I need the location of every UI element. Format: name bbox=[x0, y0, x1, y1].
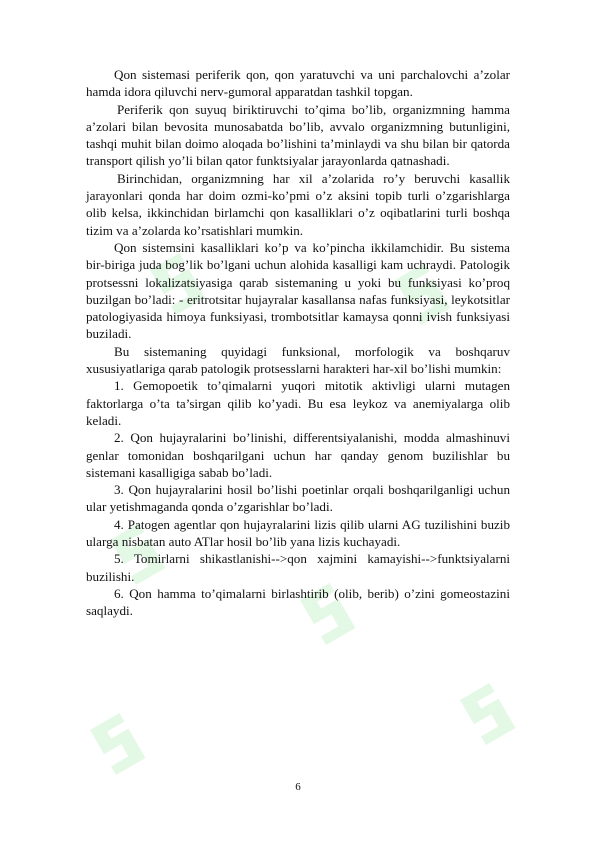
paragraph: Qon sistemasi periferik qon, qon yaratuvchi va uni parchalovchi a’zolar hamda idora qiluvchi nerv-gumoral apparatdan tashkil topgan. bbox=[86, 67, 510, 100]
watermark-logo-icon bbox=[460, 683, 515, 745]
paragraph: Periferik qon suyuq biriktiruvchi to’qima bo’lib, organizmning hamma a’zolari bilan bevosita munosabatda bo’lib, avvalo organizmning butunligini, tashqi muhit bilan doimo aloqada bo’lishini ta’minlaydi va shu bilan bir qatorda transport qilish yo’li bilan qator funktsiyalar jarayonlarda qatnashadi. bbox=[86, 101, 510, 169]
list-item: 1. Gemopoetik to’qimalarni yuqori mitotik aktivligi ularni mutagen faktorlarga o’ta ta’sirgan qilib ko’yadi. Bu esa leykoz va anemiyalarga olib keladi. bbox=[86, 378, 510, 428]
paragraph: Bu sistemaning quyidagi funksional, morfologik va boshqaruv xususiyatlariga qarab patologik protsesslarni harakteri har-xil bo’lishi mumkin: bbox=[86, 343, 510, 377]
list-item: 4. Patogen agentlar qon hujayralarini lizis qilib ularni AG tuzilishini buzib ularga nisbatan auto ATlar hosil bo’lib yana lizis kuchayadi. bbox=[86, 516, 510, 550]
watermark-logo-icon bbox=[90, 713, 145, 775]
list-item: 3. Qon hujayralarini hosil bo’lishi poetinlar orqali boshqarilganligi uchun ular yetishmaganda qonda o’zgarishlar bo’ladi. bbox=[86, 482, 510, 515]
list-item: 2. Qon hujayralarini bo’linishi, differentsiyalanishi, modda almashinuvi genlar tomonidan boshqarilgani uchun har qanday genom buzilishlar bu sistemani kasalligiga sabab bo’ladi. bbox=[86, 430, 510, 480]
list-item: 6. Qon hamma to’qimalarni birlashtirib (olib, berib) o’zini gomeostazini saqlaydi. bbox=[86, 585, 510, 619]
list-item: 5. Tomirlarni shikastlanishi-->qon xajmini kamayishi-->funktsiyalarni buzilishi. bbox=[86, 551, 510, 584]
document-body bbox=[86, 66, 510, 620]
paragraph: Qon sistemsini kasalliklari ko’p va ko’pincha ikkilamchidir. Bu sistema bir-biriga juda bog’lik bo’lgani uchun alohida kasalligi kam uchraydi. Patologik protsessni lokalizatsiyasiga qarab sistemaning u yoki bu funksiyasi ko’proq buzilgan bo’ladi: - eritrotsitar hujayralar kasallansa nafas funksiyasi, leykotsitlar patologiyasida himoya funksiyasi, trombotsitlar kamaysa qonni ivish funksiyasi buziladi. bbox=[86, 239, 510, 342]
paragraph: Birinchidan, organizmning har xil a’zolarida ro’y beruvchi kasallik jarayonlari qonda har doim ozmi-ko’pmi o’z aksini topib turli o’zgarishlarga olib kelsa, ikkinchidan birlamchi qon kasalliklari o’z oqibatlarini turli boshqa tizim va a’zolarda ko’rsatishlari mumkin. bbox=[86, 170, 510, 238]
page-number: 6 bbox=[295, 781, 301, 793]
